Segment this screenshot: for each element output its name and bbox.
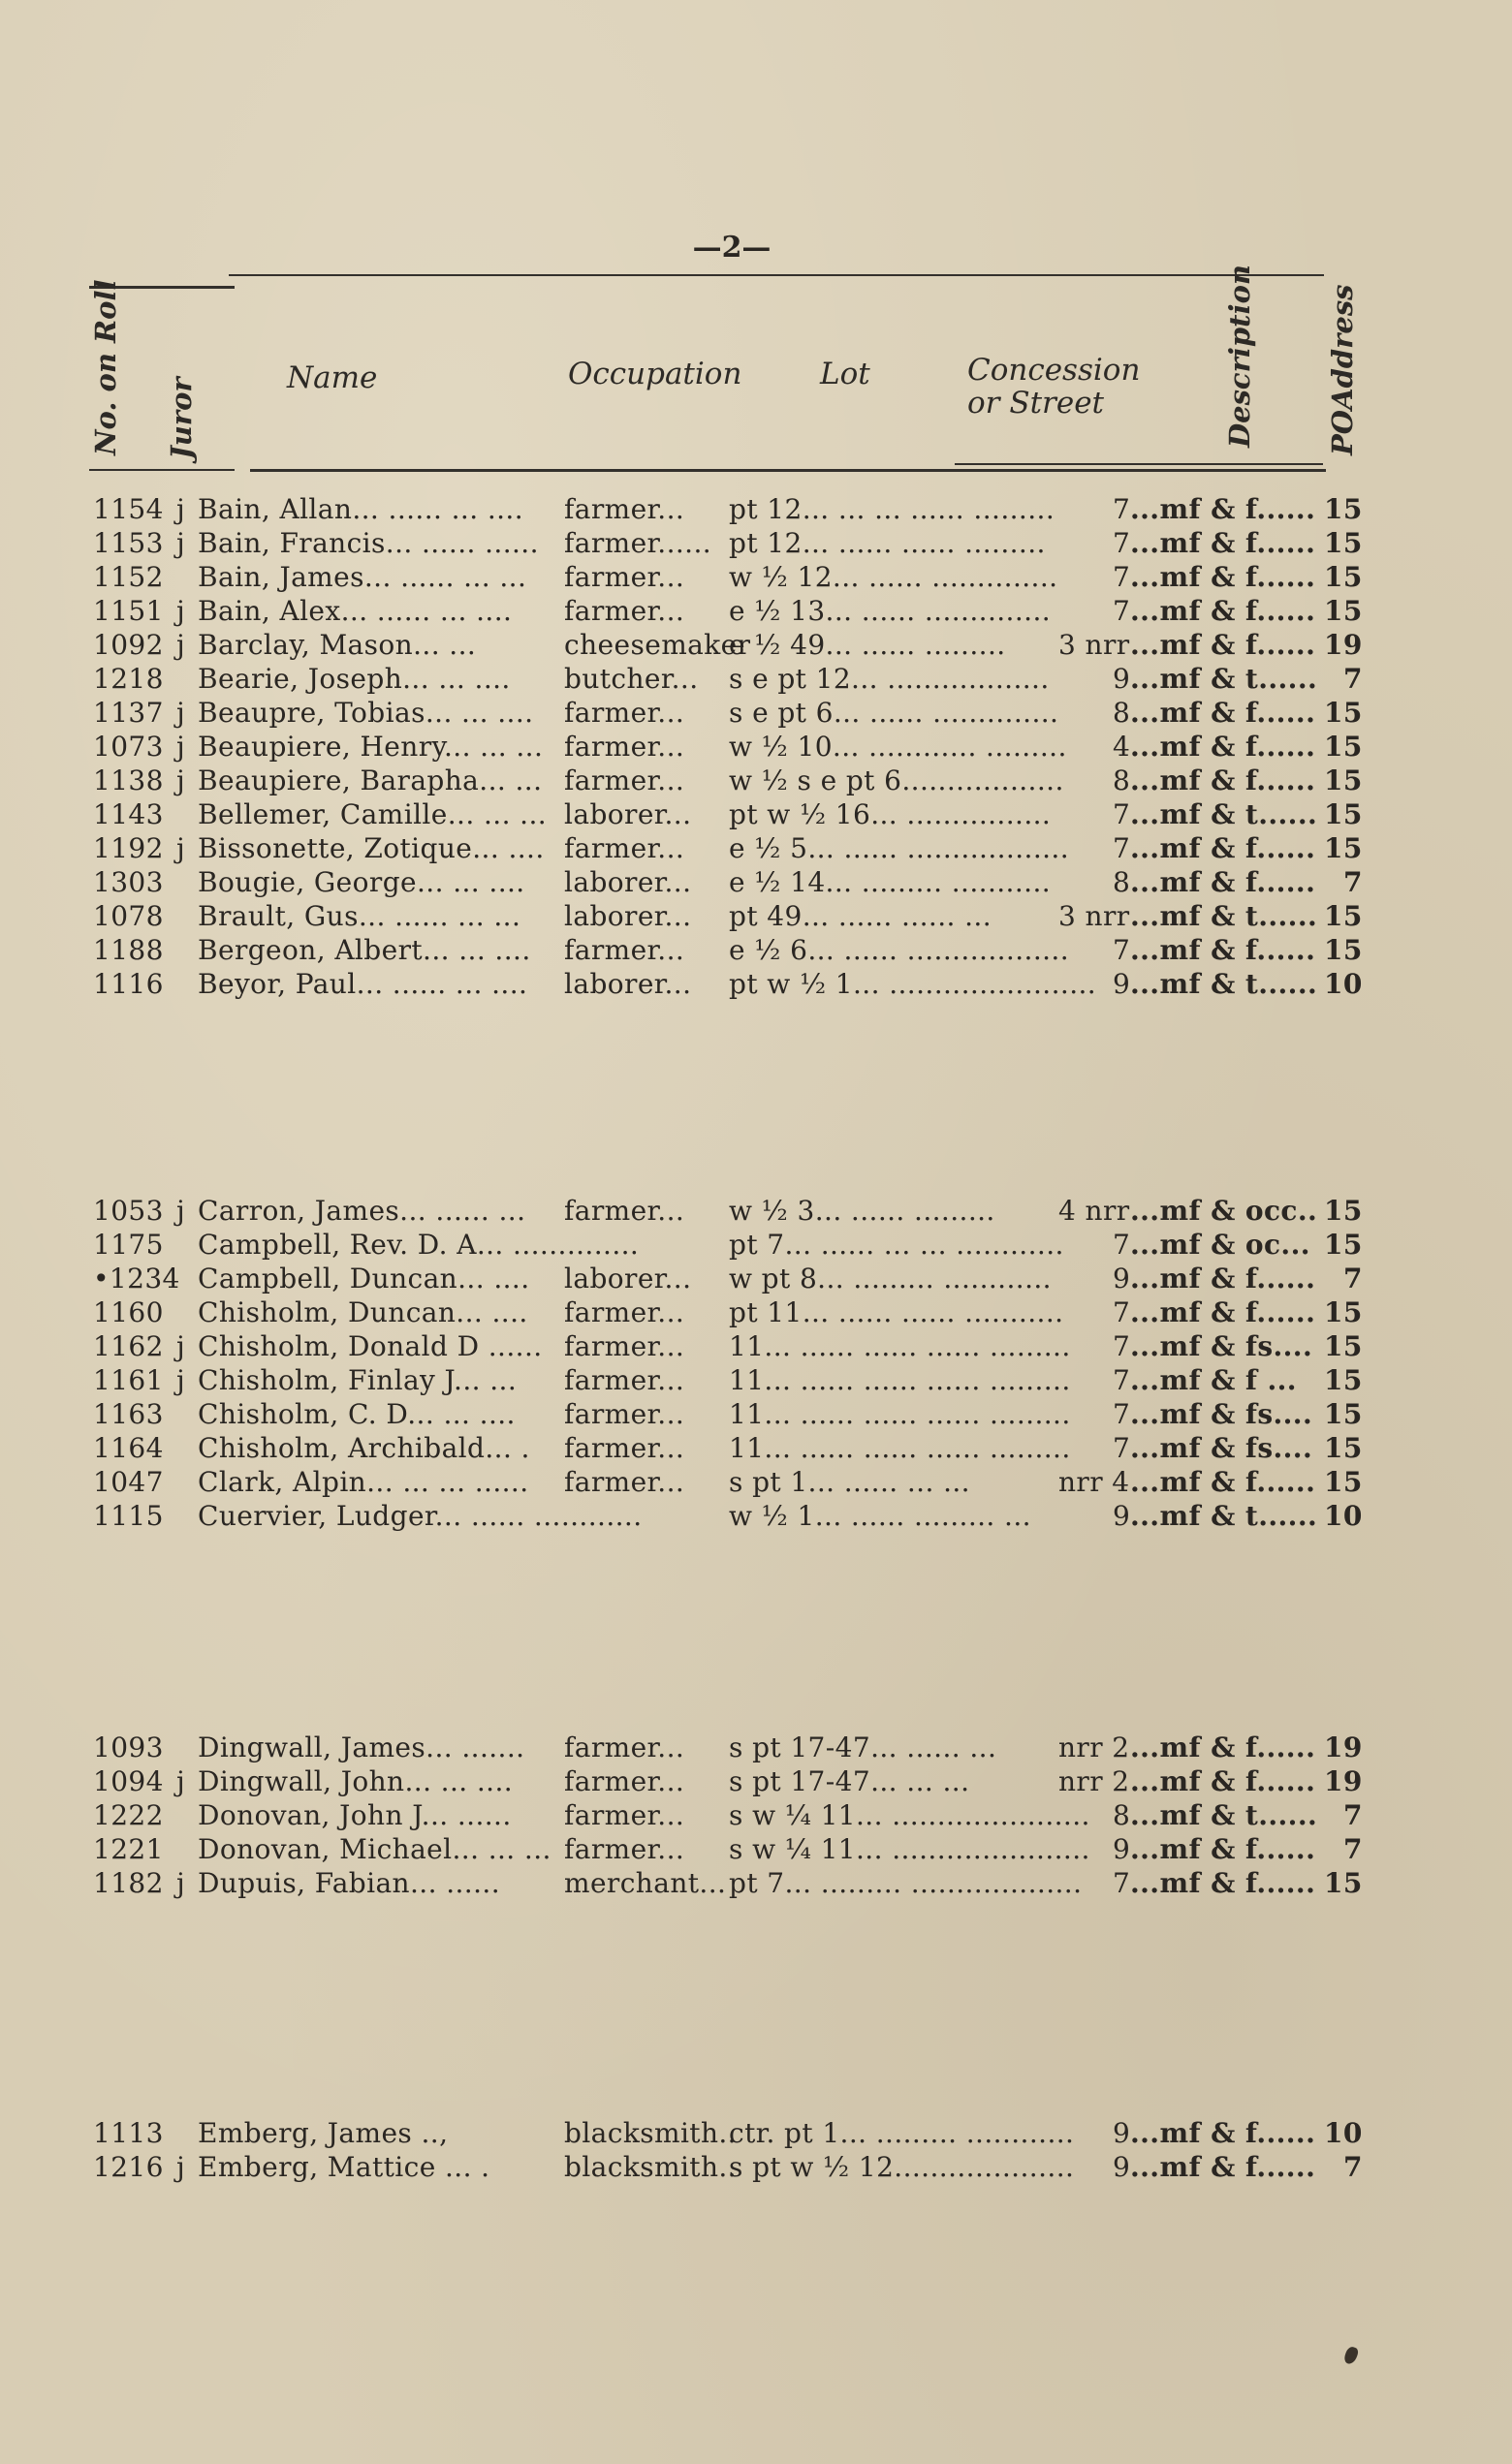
concession: 7 bbox=[1113, 1432, 1131, 1464]
person-name: Bissonette, Zotique... .... bbox=[198, 832, 545, 864]
juror-mark: j bbox=[176, 527, 186, 559]
concession: 9 bbox=[1113, 1833, 1131, 1865]
header-lot: Lot bbox=[820, 357, 870, 391]
list-item bbox=[93, 662, 1382, 696]
description: ...mf & f...... bbox=[1130, 2117, 1316, 2149]
concession: 7 bbox=[1113, 1364, 1131, 1396]
juror-mark: j bbox=[176, 832, 186, 864]
section-c bbox=[93, 1194, 1382, 1533]
occupation: farmer... bbox=[564, 1296, 685, 1328]
person-name: Donovan, John J... ...... bbox=[198, 1799, 512, 1831]
roll-number: 1164 bbox=[93, 1432, 164, 1464]
roll-number: 1161 bbox=[93, 1364, 164, 1396]
person-name: Beaupiere, Henry... ... ... bbox=[198, 731, 544, 763]
person-name: Chisholm, Duncan... .... bbox=[198, 1296, 528, 1328]
header-occupation: Occupation bbox=[568, 357, 742, 391]
person-name: Barclay, Mason... ... bbox=[198, 629, 477, 661]
occupation: farmer... bbox=[564, 1195, 685, 1227]
po-address: 10 bbox=[1324, 2117, 1363, 2149]
list-item bbox=[93, 1363, 1382, 1397]
concession: 4 nrr bbox=[1058, 1195, 1130, 1227]
description: ...mf & f...... bbox=[1130, 561, 1316, 593]
concession: 8 bbox=[1113, 697, 1131, 729]
concession: 7 bbox=[1113, 1867, 1131, 1899]
occupation: cheesemaker bbox=[564, 629, 751, 661]
occupation: laborer... bbox=[564, 866, 692, 898]
occupation: farmer... bbox=[564, 1833, 685, 1865]
concession: 4 bbox=[1113, 731, 1131, 763]
concession: 3 nrr bbox=[1058, 900, 1130, 932]
person-name: Bain, Allan... ...... ... .... bbox=[198, 493, 524, 525]
juror-mark: j bbox=[176, 697, 186, 729]
occupation: farmer... bbox=[564, 1364, 685, 1396]
po-address: 15 bbox=[1324, 1432, 1363, 1464]
list-item bbox=[93, 1499, 1382, 1533]
lot: w pt 8... ......... ............ bbox=[729, 1263, 1052, 1294]
lot: w ½ 1... ...... ......... ... bbox=[729, 1500, 1031, 1532]
concession: 7 bbox=[1113, 798, 1131, 830]
person-name: Campbell, Duncan... .... bbox=[198, 1263, 530, 1294]
occupation: farmer... bbox=[564, 1330, 685, 1362]
description: ...mf & fs.... bbox=[1130, 1330, 1313, 1362]
list-item bbox=[93, 526, 1382, 560]
list-item bbox=[93, 899, 1382, 933]
lot: s w ¼ 11... ...................... bbox=[729, 1833, 1090, 1865]
list-item bbox=[93, 797, 1382, 831]
lot: 11... ...... ...... ...... ......... bbox=[729, 1398, 1071, 1430]
juror-mark: j bbox=[176, 493, 186, 525]
occupation: farmer... bbox=[564, 764, 685, 796]
occupation: farmer... bbox=[564, 561, 685, 593]
description: ...mf & fs.... bbox=[1130, 1398, 1313, 1430]
lot: w ½ 10... ............ ......... bbox=[729, 731, 1067, 763]
lot: pt w ½ 16... ................ bbox=[729, 798, 1052, 830]
roll-number: 1221 bbox=[93, 1833, 164, 1865]
description: ...mf & f...... bbox=[1130, 1833, 1316, 1865]
occupation: merchant... bbox=[564, 1867, 727, 1899]
description: ...mf & f...... bbox=[1130, 866, 1316, 898]
header-juror: Juror bbox=[165, 377, 198, 459]
roll-number: •1234 bbox=[93, 1263, 180, 1294]
person-name: Emberg, Mattice ... . bbox=[198, 2151, 490, 2183]
lot: pt 11... ...... ...... ........... bbox=[729, 1296, 1064, 1328]
lot: s pt 1... ...... ... ... bbox=[729, 1466, 970, 1498]
po-address: 7 bbox=[1343, 1833, 1363, 1865]
concession: 8 bbox=[1113, 1799, 1131, 1831]
lot: pt 7... ......... ................... bbox=[729, 1867, 1083, 1899]
list-item bbox=[93, 696, 1382, 730]
lot: e ½ 14... ......... ........... bbox=[729, 866, 1052, 898]
person-name: Cuervier, Ludger... ...... ............ bbox=[198, 1500, 643, 1532]
po-address: 15 bbox=[1324, 934, 1363, 966]
po-address: 15 bbox=[1324, 561, 1363, 593]
lot: s w ¼ 11... ...................... bbox=[729, 1799, 1090, 1831]
lot: pt w ½ 1... ....................... bbox=[729, 968, 1097, 1000]
occupation: farmer... bbox=[564, 832, 685, 864]
list-item bbox=[93, 560, 1382, 594]
concession: 8 bbox=[1113, 764, 1131, 796]
lot: s pt 17-47... ...... ... bbox=[729, 1731, 997, 1763]
description: ...mf & t...... bbox=[1130, 968, 1318, 1000]
concession: 7 bbox=[1113, 1229, 1131, 1261]
juror-mark: j bbox=[176, 1195, 186, 1227]
person-name: Carron, James... ...... ... bbox=[198, 1195, 526, 1227]
list-item bbox=[93, 1465, 1382, 1499]
description: ...mf & f...... bbox=[1130, 731, 1316, 763]
concession: 9 bbox=[1113, 1500, 1131, 1532]
description: ...mf & fs.... bbox=[1130, 1432, 1313, 1464]
roll-number: 1218 bbox=[93, 663, 164, 695]
po-address: 15 bbox=[1324, 1466, 1363, 1498]
person-name: Bougie, George... ... .... bbox=[198, 866, 525, 898]
roll-number: 1113 bbox=[93, 2117, 164, 2149]
header-street: or Street bbox=[967, 386, 1104, 421]
juror-mark: j bbox=[176, 1364, 186, 1396]
description: ...mf & f...... bbox=[1130, 1263, 1316, 1294]
header-rule-bottom bbox=[250, 469, 1326, 472]
occupation: farmer... bbox=[564, 493, 685, 525]
roll-number: 1115 bbox=[93, 1500, 164, 1532]
lot: 11... ...... ...... ...... ......... bbox=[729, 1330, 1071, 1362]
lot: s pt w ½ 12.................... bbox=[729, 2151, 1075, 2183]
list-item bbox=[93, 865, 1382, 899]
person-name: Chisholm, Finlay J... ... bbox=[198, 1364, 518, 1396]
page-number: —2— bbox=[692, 231, 772, 265]
list-item bbox=[93, 1764, 1382, 1798]
person-name: Dupuis, Fabian... ...... bbox=[198, 1867, 500, 1899]
section-b bbox=[93, 492, 1382, 1001]
lot: e ½ 13... ...... .............. bbox=[729, 595, 1052, 627]
concession: 7 bbox=[1113, 1296, 1131, 1328]
roll-number: 1137 bbox=[93, 697, 164, 729]
juror-mark: j bbox=[176, 595, 186, 627]
person-name: Chisholm, Archibald... . bbox=[198, 1432, 530, 1464]
po-address: 15 bbox=[1324, 1229, 1363, 1261]
po-address: 15 bbox=[1324, 1195, 1363, 1227]
person-name: Dingwall, James... ....... bbox=[198, 1731, 525, 1763]
list-item bbox=[93, 1194, 1382, 1228]
person-name: Dingwall, John... ... .... bbox=[198, 1765, 514, 1797]
roll-number: 1093 bbox=[93, 1731, 164, 1763]
lot: e ½ 6... ...... .................. bbox=[729, 934, 1070, 966]
person-name: Bearie, Joseph... ... .... bbox=[198, 663, 511, 695]
lot: pt 7... ...... ... ... ............ bbox=[729, 1229, 1064, 1261]
occupation: farmer... bbox=[564, 934, 685, 966]
lot: w ½ s e pt 6.................. bbox=[729, 764, 1064, 796]
roll-number: 1162 bbox=[93, 1330, 164, 1362]
po-address: 7 bbox=[1343, 1799, 1363, 1831]
header-rule-top bbox=[229, 274, 1324, 276]
section-d bbox=[93, 1731, 1382, 1900]
roll-number: 1152 bbox=[93, 561, 164, 593]
concession: 7 bbox=[1113, 934, 1131, 966]
po-address: 15 bbox=[1324, 1398, 1363, 1430]
concession: 9 bbox=[1113, 663, 1131, 695]
description: ...mf & f...... bbox=[1130, 832, 1316, 864]
list-item bbox=[93, 2150, 1382, 2184]
description: ...mf & f...... bbox=[1130, 934, 1316, 966]
roll-number: 1073 bbox=[93, 731, 164, 763]
list-item bbox=[93, 1832, 1382, 1866]
po-address: 7 bbox=[1343, 1263, 1363, 1294]
lot: pt 12... ... ... ...... ......... bbox=[729, 493, 1055, 525]
juror-mark: j bbox=[176, 2151, 186, 2183]
occupation: laborer... bbox=[564, 798, 692, 830]
description: ...mf & t...... bbox=[1130, 900, 1318, 932]
concession: 3 nrr bbox=[1058, 629, 1130, 661]
person-name: Beaupre, Tobias... ... .... bbox=[198, 697, 534, 729]
roll-number: 1303 bbox=[93, 866, 164, 898]
header-description: Description bbox=[1223, 265, 1256, 448]
po-address: 10 bbox=[1324, 1500, 1363, 1532]
list-item bbox=[93, 1262, 1382, 1295]
description: ...mf & occ.. bbox=[1130, 1195, 1318, 1227]
roll-number: 1216 bbox=[93, 2151, 164, 2183]
person-name: Campbell, Rev. D. A... .............. bbox=[198, 1229, 640, 1261]
occupation: farmer... bbox=[564, 1432, 685, 1464]
description: ...mf & t...... bbox=[1130, 1500, 1318, 1532]
occupation: blacksmith.. bbox=[564, 2151, 737, 2183]
description: ...mf & f...... bbox=[1130, 1731, 1316, 1763]
description: ...mf & f...... bbox=[1130, 527, 1316, 559]
list-item bbox=[93, 1228, 1382, 1262]
person-name: Emberg, James .., bbox=[198, 2117, 449, 2149]
person-name: Brault, Gus... ...... ... ... bbox=[198, 900, 521, 932]
lot: pt 12... ...... ...... ......... bbox=[729, 527, 1046, 559]
juror-mark: j bbox=[176, 764, 186, 796]
description: ...mf & f...... bbox=[1130, 2151, 1316, 2183]
section-e bbox=[93, 2116, 1382, 2184]
po-address: 19 bbox=[1324, 1731, 1363, 1763]
lot: 11... ...... ...... ...... ......... bbox=[729, 1364, 1071, 1396]
occupation: farmer... bbox=[564, 1765, 685, 1797]
list-item bbox=[93, 492, 1382, 526]
po-address: 15 bbox=[1324, 493, 1363, 525]
list-item bbox=[93, 1798, 1382, 1832]
roll-number: 1154 bbox=[93, 493, 164, 525]
list-item bbox=[93, 1397, 1382, 1431]
roll-number: 1160 bbox=[93, 1296, 164, 1328]
lot: e ½ 49... ...... ......... bbox=[729, 629, 1006, 661]
list-item bbox=[93, 1866, 1382, 1900]
header-name: Name bbox=[287, 360, 378, 395]
lot: pt 49... ...... ...... ... bbox=[729, 900, 992, 932]
list-item bbox=[93, 933, 1382, 967]
occupation: laborer... bbox=[564, 1263, 692, 1294]
lot: w ½ 12... ...... .............. bbox=[729, 561, 1058, 593]
lot: s e pt 6... ...... .............. bbox=[729, 697, 1059, 729]
concession: 7 bbox=[1113, 561, 1131, 593]
person-name: Bellemer, Camille... ... ... bbox=[198, 798, 548, 830]
description: ...mf & f...... bbox=[1130, 629, 1316, 661]
description: ...mf & t...... bbox=[1130, 798, 1318, 830]
occupation: farmer... bbox=[564, 595, 685, 627]
description: ...mf & oc... bbox=[1130, 1229, 1310, 1261]
po-address: 15 bbox=[1324, 697, 1363, 729]
juror-mark: j bbox=[176, 731, 186, 763]
po-address: 15 bbox=[1324, 798, 1363, 830]
concession: 8 bbox=[1113, 866, 1131, 898]
concession: 9 bbox=[1113, 2117, 1131, 2149]
description: ...mf & f...... bbox=[1130, 1466, 1316, 1498]
description: ...mf & f...... bbox=[1130, 493, 1316, 525]
person-name: Bain, Francis... ...... ...... bbox=[198, 527, 539, 559]
roll-number: 1175 bbox=[93, 1229, 164, 1261]
juror-mark: j bbox=[176, 629, 186, 661]
occupation: farmer...... bbox=[564, 527, 712, 559]
person-name: Bergeon, Albert... ... .... bbox=[198, 934, 531, 966]
occupation: farmer... bbox=[564, 1799, 685, 1831]
occupation: butcher... bbox=[564, 663, 699, 695]
list-item bbox=[93, 1431, 1382, 1465]
person-name: Clark, Alpin... ... ... ...... bbox=[198, 1466, 529, 1498]
roll-number: 1222 bbox=[93, 1799, 164, 1831]
description: ...mf & f...... bbox=[1130, 1765, 1316, 1797]
person-name: Bain, Alex... ...... ... .... bbox=[198, 595, 513, 627]
po-address: 15 bbox=[1324, 1867, 1363, 1899]
roll-number: 1153 bbox=[93, 527, 164, 559]
person-name: Beaupiere, Barapha... ... bbox=[198, 764, 543, 796]
roll-number: 1143 bbox=[93, 798, 164, 830]
list-item bbox=[93, 730, 1382, 764]
concession: 9 bbox=[1113, 2151, 1131, 2183]
juror-mark: j bbox=[176, 1765, 186, 1797]
po-address: 15 bbox=[1324, 527, 1363, 559]
occupation: laborer... bbox=[564, 900, 692, 932]
roll-number: 1182 bbox=[93, 1867, 164, 1899]
po-address: 19 bbox=[1324, 1765, 1363, 1797]
concession: 9 bbox=[1113, 968, 1131, 1000]
occupation: laborer... bbox=[564, 968, 692, 1000]
roll-number: 1188 bbox=[93, 934, 164, 966]
person-name: Chisholm, Donald D ...... bbox=[198, 1330, 543, 1362]
roll-number: 1192 bbox=[93, 832, 164, 864]
person-name: Beyor, Paul... ...... ... .... bbox=[198, 968, 528, 1000]
po-address: 15 bbox=[1324, 595, 1363, 627]
po-address: 10 bbox=[1324, 968, 1363, 1000]
description: ...mf & t...... bbox=[1130, 1799, 1318, 1831]
roll-number: 1138 bbox=[93, 764, 164, 796]
header-no-on-roll: No. on Roll bbox=[89, 279, 122, 455]
concession: 7 bbox=[1113, 1330, 1131, 1362]
description: ...mf & f...... bbox=[1130, 697, 1316, 729]
header-po-address: POAddress bbox=[1326, 284, 1359, 455]
list-item bbox=[93, 764, 1382, 797]
occupation: farmer... bbox=[564, 1731, 685, 1763]
lot: ctr. pt 1... ......... ............ bbox=[729, 2117, 1075, 2149]
concession: nrr 2 bbox=[1058, 1731, 1130, 1763]
occupation: blacksmith.. bbox=[564, 2117, 737, 2149]
roll-number: 1053 bbox=[93, 1195, 164, 1227]
list-item bbox=[93, 831, 1382, 865]
description: ...mf & f ... bbox=[1130, 1364, 1297, 1396]
list-item bbox=[93, 594, 1382, 628]
concession: nrr 2 bbox=[1058, 1765, 1130, 1797]
header-concession: Concession bbox=[967, 353, 1141, 388]
concession: 7 bbox=[1113, 832, 1131, 864]
po-address: 15 bbox=[1324, 1330, 1363, 1362]
roll-number: 1047 bbox=[93, 1466, 164, 1498]
po-address: 15 bbox=[1324, 764, 1363, 796]
list-item bbox=[93, 2116, 1382, 2150]
person-name: Bain, James... ...... ... ... bbox=[198, 561, 527, 593]
occupation: farmer... bbox=[564, 697, 685, 729]
list-item bbox=[93, 1329, 1382, 1363]
po-address: 15 bbox=[1324, 832, 1363, 864]
description: ...mf & f...... bbox=[1130, 1296, 1316, 1328]
description: ...mf & f...... bbox=[1130, 1867, 1316, 1899]
roll-number: 1078 bbox=[93, 900, 164, 932]
occupation: farmer... bbox=[564, 1398, 685, 1430]
lot: w ½ 3... ...... ......... bbox=[729, 1195, 995, 1227]
description: ...mf & f...... bbox=[1130, 595, 1316, 627]
roll-number: 1094 bbox=[93, 1765, 164, 1797]
po-address: 15 bbox=[1324, 900, 1363, 932]
concession: 7 bbox=[1113, 595, 1131, 627]
roll-number: 1116 bbox=[93, 968, 164, 1000]
occupation: farmer... bbox=[564, 731, 685, 763]
po-address: 15 bbox=[1324, 1296, 1363, 1328]
po-address: 15 bbox=[1324, 1364, 1363, 1396]
list-item bbox=[93, 1731, 1382, 1764]
roll-number: 1163 bbox=[93, 1398, 164, 1430]
list-item bbox=[93, 967, 1382, 1001]
list-item bbox=[93, 628, 1382, 662]
description: ...mf & t...... bbox=[1130, 663, 1318, 695]
concession: 7 bbox=[1113, 1398, 1131, 1430]
occupation: farmer... bbox=[564, 1466, 685, 1498]
po-address: 7 bbox=[1343, 663, 1363, 695]
ink-spot bbox=[1342, 2345, 1359, 2365]
juror-mark: j bbox=[176, 1330, 186, 1362]
header-rule-bottom-right bbox=[955, 463, 1323, 465]
description: ...mf & f...... bbox=[1130, 764, 1316, 796]
lot: 11... ...... ...... ...... ......... bbox=[729, 1432, 1071, 1464]
lot: s e pt 12... .................. bbox=[729, 663, 1050, 695]
po-address: 15 bbox=[1324, 731, 1363, 763]
lot: e ½ 5... ...... .................. bbox=[729, 832, 1070, 864]
po-address: 19 bbox=[1324, 629, 1363, 661]
roll-number: 1092 bbox=[93, 629, 164, 661]
header-rule-bottom-left bbox=[89, 469, 235, 471]
person-name: Chisholm, C. D... ... .... bbox=[198, 1398, 516, 1430]
concession: nrr 4 bbox=[1058, 1466, 1130, 1498]
lot: s pt 17-47... ... ... bbox=[729, 1765, 970, 1797]
list-item bbox=[93, 1295, 1382, 1329]
juror-mark: j bbox=[176, 1867, 186, 1899]
po-address: 7 bbox=[1343, 2151, 1363, 2183]
concession: 7 bbox=[1113, 493, 1131, 525]
person-name: Donovan, Michael... ... ... bbox=[198, 1833, 551, 1865]
po-address: 7 bbox=[1343, 866, 1363, 898]
concession: 7 bbox=[1113, 527, 1131, 559]
concession: 9 bbox=[1113, 1263, 1131, 1294]
roll-number: 1151 bbox=[93, 595, 164, 627]
